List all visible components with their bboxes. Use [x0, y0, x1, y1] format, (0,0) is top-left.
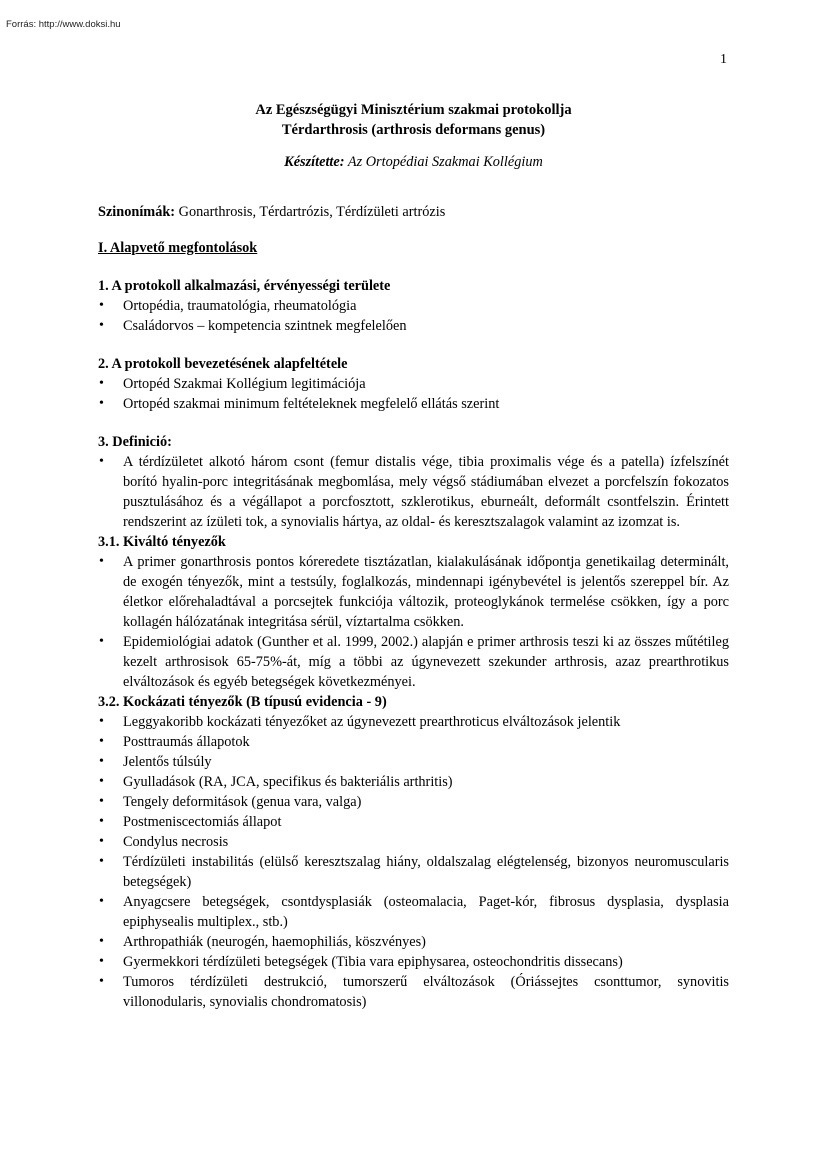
list-item: • Térdízületi instabilitás (elülső keresztszalag hiány, oldalszalag elégtelenség, bizonyos neuromuscularis betegségek) — [98, 852, 729, 892]
subsection-heading-1: 1. A protokoll alkalmazási, érvényességi területe — [98, 278, 391, 294]
subsection-heading-2: 2. A protokoll bevezetésének alapfeltétele — [98, 356, 348, 372]
list-item: • Arthropathiák (neurogén, haemophiliás, köszvényes) — [98, 932, 729, 952]
author-line — [98, 152, 729, 172]
list-item: • Tengely deformitások (genua vara, valga) — [98, 792, 729, 812]
list-item: • Tumoros térdízületi destrukció, tumorszerű elváltozások (Óriássejtes csonttumor, synovitis villonodularis, synovialis chondromatosis) — [98, 972, 729, 1012]
list-item: • Posttraumás állapotok — [98, 732, 729, 752]
list-item: • Családorvos – kompetencia szintnek megfelelően — [98, 316, 729, 336]
subsection-heading-3: 3. Definició: — [98, 434, 172, 450]
list-item: • Anyagcsere betegségek, csontdysplasiák (osteomalacia, Paget-kór, fibrosus dysplasia, dysplasia epiphysealis multiplex., stb.) — [98, 892, 729, 932]
document-body — [98, 100, 729, 1012]
synonyms-value: Gonarthrosis, Térdartrózis, Térdízületi artrózis — [175, 204, 446, 220]
risk-factors-list — [98, 712, 729, 1012]
list-item: • Postmeniscectomiás állapot — [98, 812, 729, 832]
list-item: • Leggyakoribb kockázati tényezőket az úgynevezett prearthroticus elváltozások jelentik — [98, 712, 729, 732]
page-number: 1 — [720, 52, 727, 67]
list-item: • A primer gonarthrosis pontos kóreredete tisztázatlan, kialakulásának időpontja genetikailag determinált, de exogén tényezők, mint a testsúly, foglalkozás, mindennapi igénybevétel is jelentős szereppel bír. Az életkor előrehaladtával a porcsejtek funkciója változik, proteoglykánok termelése csökken, így a porc kollagén hálózatának integritása sérül, víztartalma csökken. — [98, 552, 729, 632]
causes-list — [98, 552, 729, 692]
list-item: • Gyermekkori térdízületi betegségek (Tibia vara epiphysarea, osteochondritis dissecans) — [98, 952, 729, 972]
subsection-heading-3-1: 3.1. Kiváltó tényezők — [98, 534, 226, 550]
list-item: • Jelentős túlsúly — [98, 752, 729, 772]
author-label: Készítette: — [284, 154, 345, 170]
list-item: • A térdízületet alkotó három csont (femur distalis vége, tibia proximalis vége és a patella) ízfelszínét borító hyalin-porc integritásának megbomlása, mely végső stádiumában elvezet a porcfelszín fokozatos pusztulásához és a végállapot a porcfosztott, szklerotikus, eburneált, deformált csontfelszin. Érintett rendszerint az ízületi tok, a synovialis hártya, az oldal- és keresztszalagok valamint az izomzat is. — [98, 452, 729, 532]
scope-list — [98, 296, 729, 336]
list-item: • Gyulladások (RA, JCA, specifikus és bakteriális arthritis) — [98, 772, 729, 792]
definition-list — [98, 452, 729, 532]
list-item: • Epidemiológiai adatok (Gunther et al. 1999, 2002.) alapján e primer arthrosis teszi ki az összes műtétileg kezelt arthrosisok 65-75%-át, míg a többi az úgynevezett szekunder arthrosis, azaz prearthrotikus elváltozások és egyéb betegségek következményei. — [98, 632, 729, 692]
document-title: Az Egészségügyi Minisztérium szakmai protokollja — [255, 102, 572, 118]
precondition-list — [98, 374, 729, 414]
section-heading: I. Alapvető megfontolások — [98, 240, 258, 256]
source-note: Forrás: http://www.doksi.hu — [6, 19, 121, 30]
author-value: Az Ortopédiai Szakmai Kollégium — [344, 154, 543, 170]
list-item: • Ortopédia, traumatológia, rheumatológia — [98, 296, 729, 316]
subsection-heading-3-2: 3.2. Kockázati tényezők (B típusú evidencia - 9) — [98, 694, 387, 710]
document-subtitle: Térdarthrosis (arthrosis deformans genus) — [281, 122, 546, 138]
list-item: • Ortopéd Szakmai Kollégium legitimációja — [98, 374, 729, 394]
synonyms-label: Szinonímák: — [98, 204, 176, 220]
list-item: • Ortopéd szakmai minimum feltételeknek megfelelő ellátás szerint — [98, 394, 729, 414]
synonyms-line — [98, 202, 729, 222]
list-item: • Condylus necrosis — [98, 832, 729, 852]
